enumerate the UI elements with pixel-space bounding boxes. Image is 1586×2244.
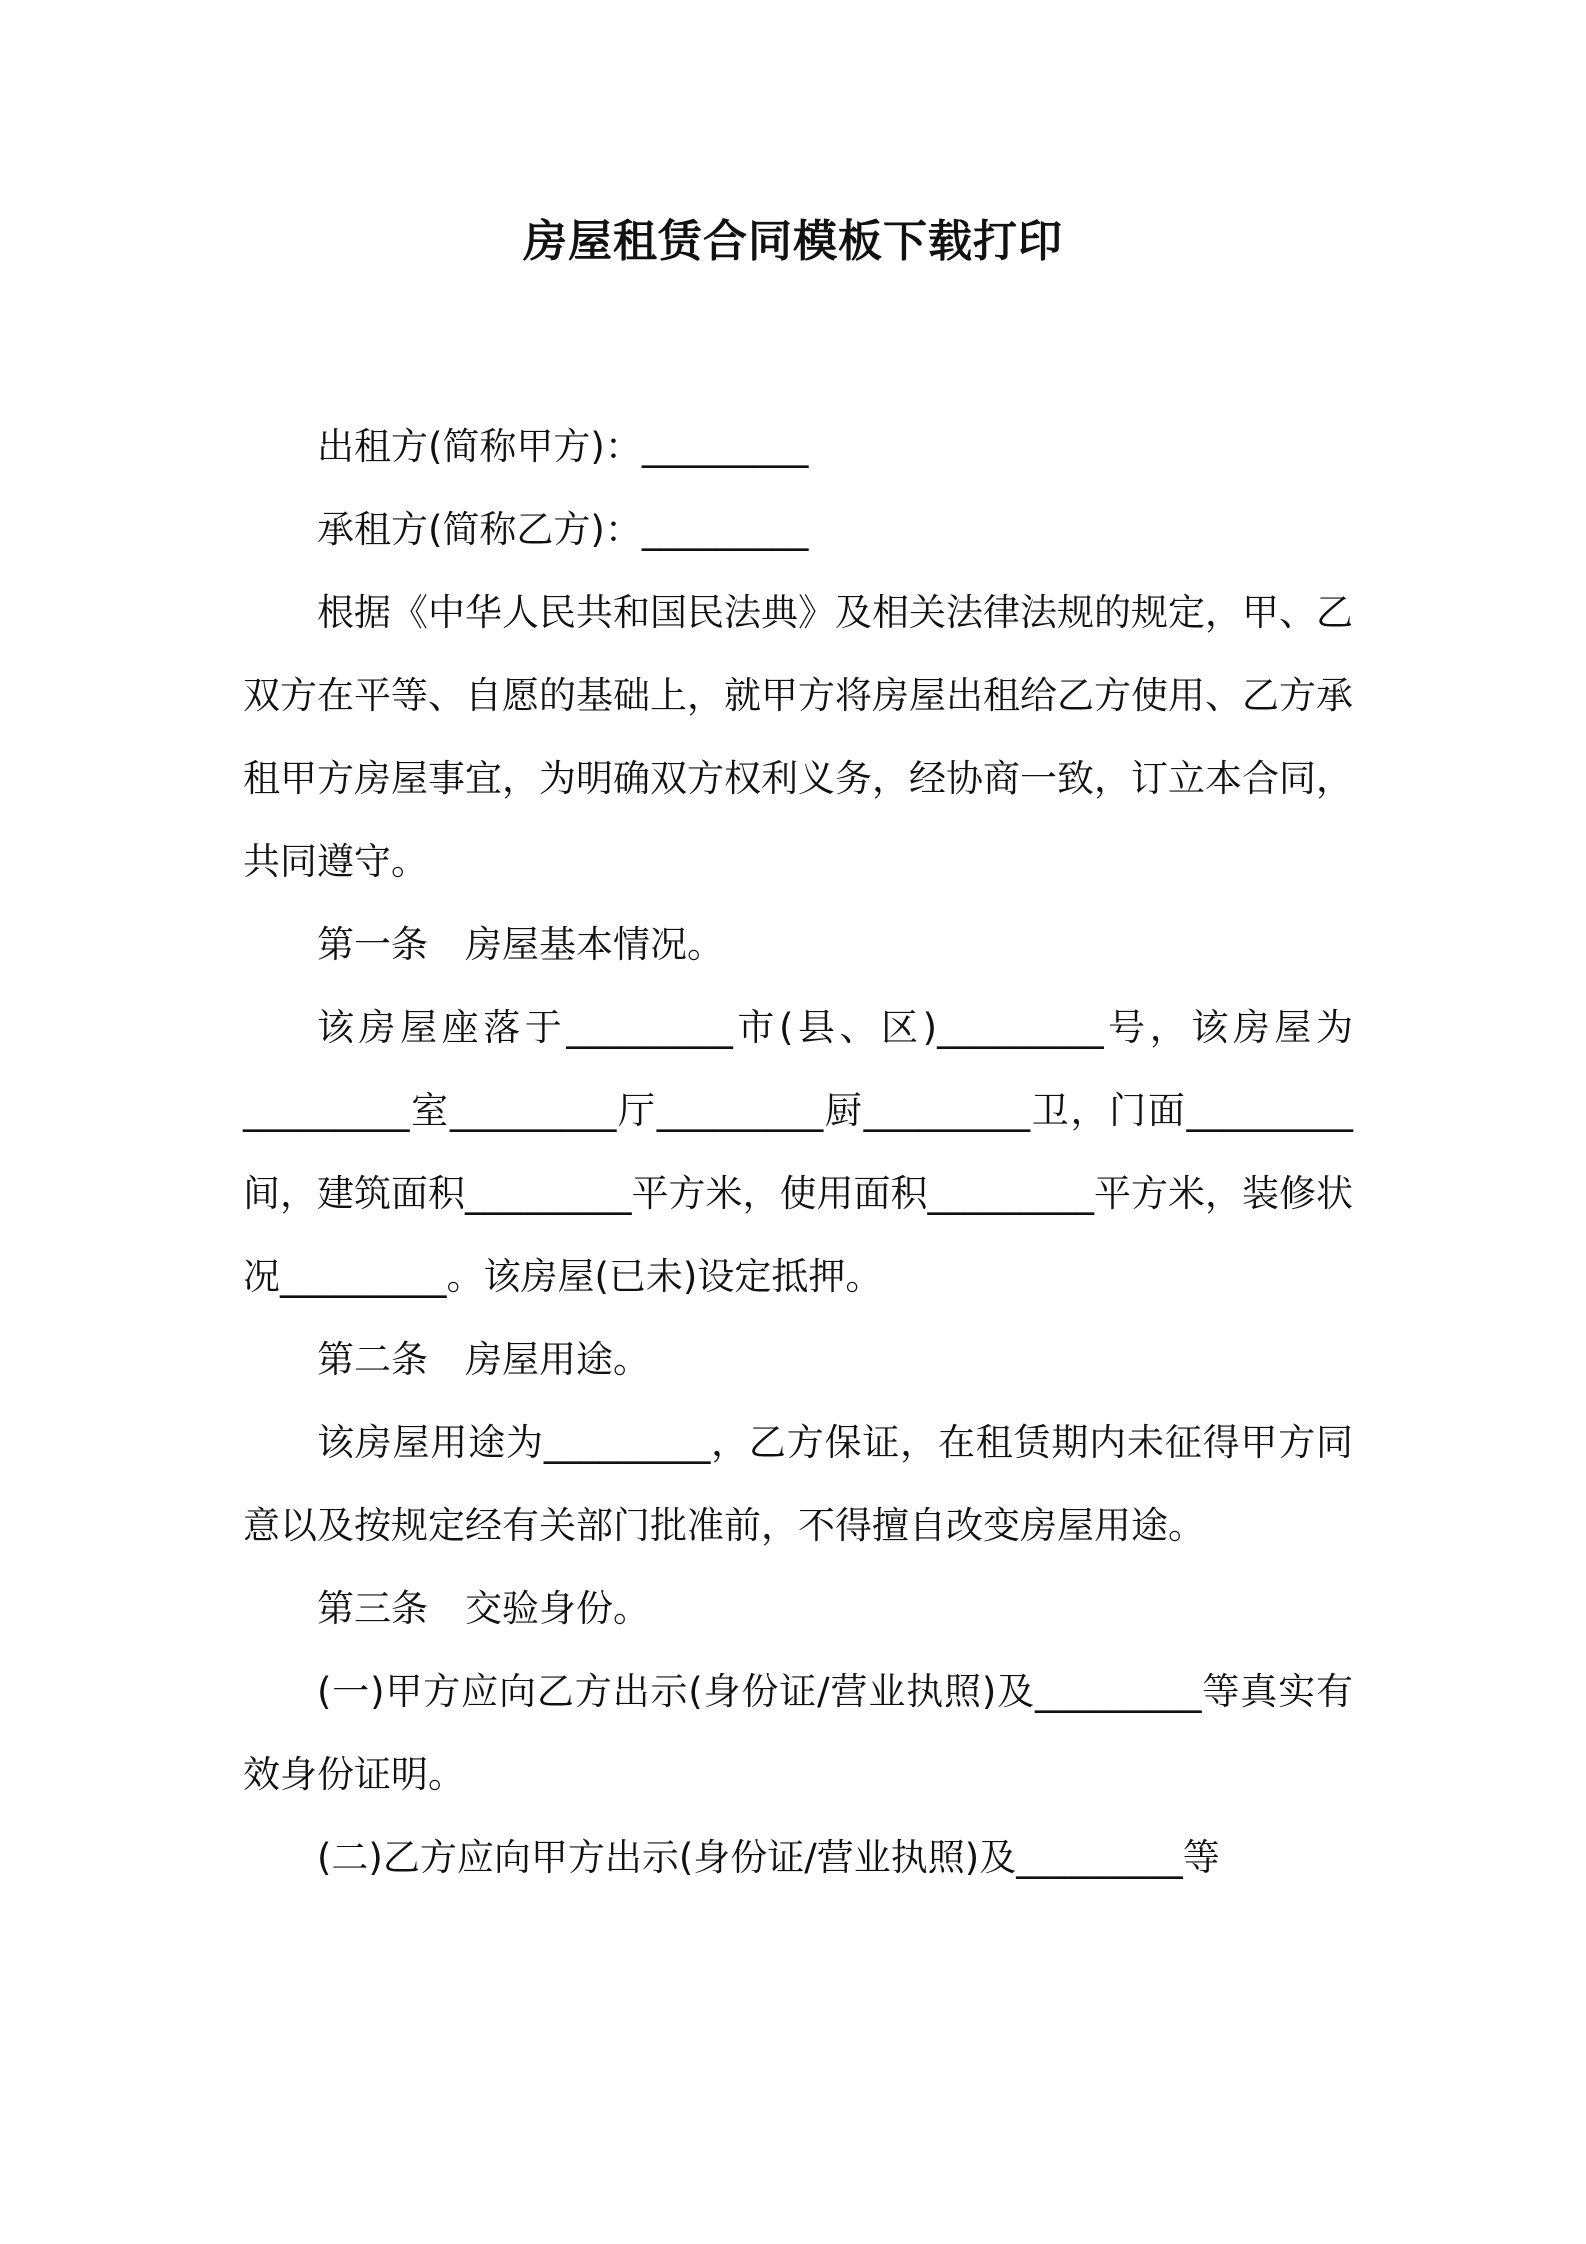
lessee-line: 承租方(简称乙方)：_________: [317, 508, 809, 551]
article-1-heading: 第一条 房屋基本情况。: [317, 923, 724, 966]
article-3-item-1: (一)甲方应向乙方出示(身份证/营业执照)及_________等真实有效身份证明。: [243, 1670, 1353, 1796]
document-body: [243, 405, 1353, 1899]
article-3-heading: 第三条 交验身份。: [317, 1587, 650, 1630]
preamble-paragraph: 根据《中华人民共和国民法典》及相关法律法规的规定，甲、乙双方在平等、自愿的基础上，就甲方将房屋出租给乙方使用、乙方承租甲方房屋事宜，为明确双方权利义务，经协商一致，订立本合同，共同遵守。: [243, 591, 1353, 883]
article-3-item-2: (二)乙方应向甲方出示(身份证/营业执照)及_________等: [317, 1836, 1220, 1879]
lessor-line: 出租方(简称甲方)：_________: [317, 425, 809, 468]
article-2-heading: 第二条 房屋用途。: [317, 1338, 650, 1381]
article-2-body: 该房屋用途为_________，乙方保证，在租赁期内未征得甲方同意以及按规定经有关部门批准前，不得擅自改变房屋用途。: [243, 1421, 1353, 1547]
article-1-body: 该房屋座落于_________市(县、区)_________号，该房屋为_________室_________厅_________厨_________卫，门面_________间，建筑面积_________平方米，使用面积_________平方米，装修状况_________。该房屋(已未)设定抵押。: [243, 1006, 1353, 1298]
document-title: 房屋租赁合同模板下载打印: [523, 216, 1063, 267]
